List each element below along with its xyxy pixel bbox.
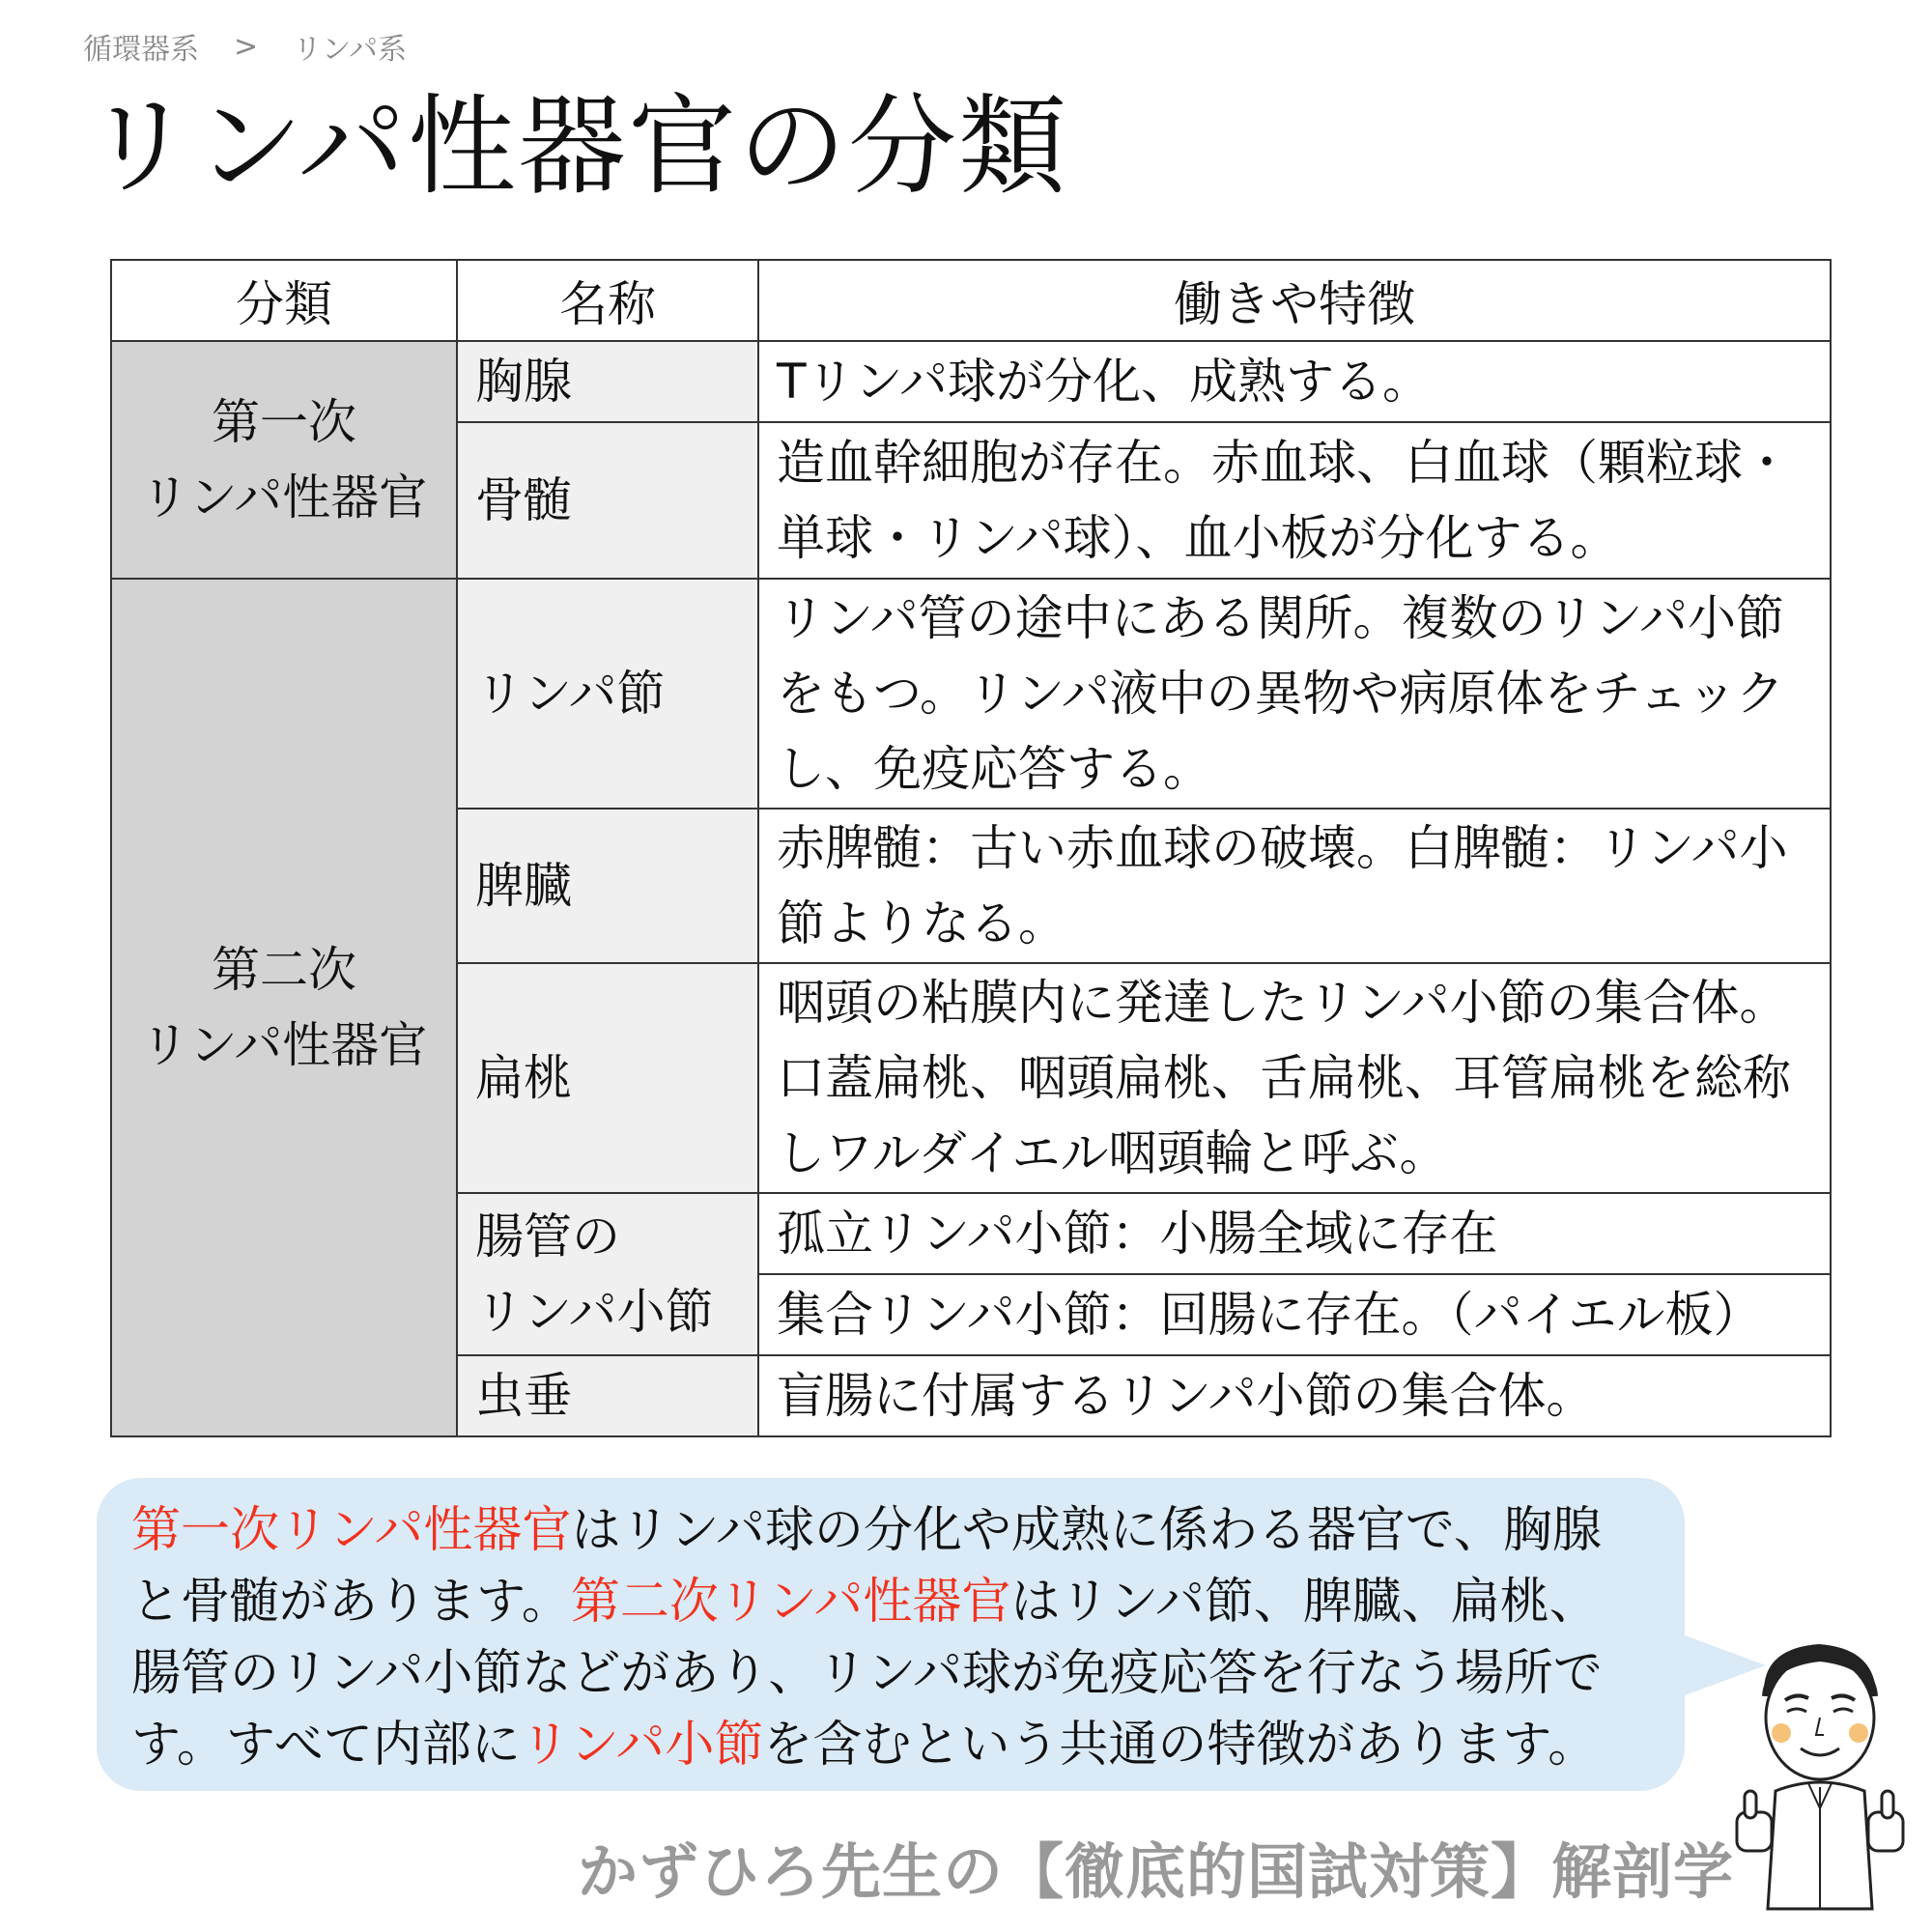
category-label: リンパ性器官 <box>140 1017 428 1073</box>
category-secondary <box>111 579 457 1436</box>
organ-name-text: 扁桃 <box>475 1050 572 1106</box>
category-label: リンパ性器官 <box>140 469 428 526</box>
note-text: 腸管のリンパ小節などがあり、リンパ球が免疫応答を行なう場所で <box>131 1645 1603 1702</box>
organ-name <box>457 579 758 809</box>
column-header-name: 名称 <box>457 260 758 341</box>
organ-name-text: リンパ節 <box>475 666 666 722</box>
summary-note <box>131 1495 1662 1781</box>
highlight-term: 第二次リンパ性器官 <box>570 1574 1011 1631</box>
description-line: 咽頭の粘膜内に発達したリンパ小節の集合体。 <box>777 975 1788 1031</box>
description-line: 造血幹細胞が存在。赤血球、白血球（顆粒球・ <box>777 435 1791 491</box>
note-text: はリンパ節、脾臓、扁桃、 <box>1010 1574 1599 1631</box>
description-line: 赤脾髄：古い赤血球の破壊。白脾髄：リンパ小 <box>777 820 1788 876</box>
column-header-category: 分類 <box>111 260 457 341</box>
breadcrumb-parent[interactable]: 循環器系 <box>83 33 199 67</box>
organ-name-text: 骨髄 <box>475 472 572 528</box>
description-line: 単球・リンパ球）、血小板が分化する。 <box>777 510 1619 566</box>
organ-description <box>758 809 1831 963</box>
description-line: 節よりなる。 <box>777 895 1066 952</box>
table-header-row <box>111 260 1831 341</box>
highlight-term: リンパ小節 <box>520 1717 764 1774</box>
note-line <box>131 1638 1662 1710</box>
organ-name-text: リンパ小節 <box>475 1284 714 1340</box>
organ-name-text: 脾臓 <box>475 858 572 914</box>
organ-description <box>758 1274 1831 1355</box>
breadcrumb-current[interactable]: リンパ系 <box>293 33 408 67</box>
description-line: 盲腸に付属するリンパ小節の集合体。 <box>777 1368 1595 1424</box>
organ-name-text: 虫垂 <box>475 1368 572 1424</box>
breadcrumb-separator: > <box>234 29 259 64</box>
organ-description <box>758 579 1831 809</box>
note-line <box>131 1710 1662 1781</box>
organ-description <box>758 1193 1831 1274</box>
description-line: リンパ管の途中にある関所。複数のリンパ小節 <box>777 590 1784 646</box>
note-text: を含むという共通の特徴があります。 <box>763 1717 1598 1774</box>
table-row <box>111 341 1831 422</box>
note-text: はリンパ球の分化や成熟に係わる器官で、胸腺 <box>571 1502 1602 1559</box>
highlight-term: 第一次リンパ性器官 <box>131 1502 572 1559</box>
lymphoid-organ-table <box>110 259 1832 1437</box>
description-line: 孤立リンパ小節：小腸全域に存在 <box>777 1206 1498 1262</box>
organ-name-text: 腸管の <box>475 1208 620 1264</box>
note-line <box>131 1567 1662 1638</box>
category-label: 第一次 <box>212 394 356 450</box>
organ-description <box>758 341 1831 422</box>
category-label: 第二次 <box>212 942 356 998</box>
breadcrumb <box>83 25 407 68</box>
organ-name <box>457 422 758 579</box>
description-line: 口蓋扁桃、咽頭扁桃、舌扁桃、耳管扁桃を総称 <box>777 1050 1791 1106</box>
description-line: し、免疫応答する。 <box>777 741 1211 797</box>
organ-name <box>457 1193 758 1355</box>
organ-description <box>758 1355 1831 1436</box>
description-line: しワルダイエル咽頭輪と呼ぶ。 <box>777 1125 1448 1181</box>
category-primary <box>111 341 457 579</box>
footer-title: かずひろ先生の【徹底的国試対策】解剖学 <box>578 1836 1735 1907</box>
speech-bubble <box>97 1478 1685 1791</box>
description-line: をもつ。リンパ液中の異物や病原体をチェック <box>777 666 1784 722</box>
teacher-mascot-icon <box>1727 1629 1911 1918</box>
description-line: Tリンパ球が分化、成熟する。 <box>777 354 1432 410</box>
organ-name <box>457 963 758 1193</box>
note-line <box>131 1495 1662 1567</box>
note-text: と骨髄があります。 <box>131 1574 571 1631</box>
organ-name <box>457 341 758 422</box>
page-title: リンパ性器官の分類 <box>85 84 1069 210</box>
organ-name <box>457 809 758 963</box>
organ-name-text: 胸腺 <box>475 354 572 410</box>
organ-description <box>758 422 1831 579</box>
column-header-function: 働きや特徴 <box>758 260 1831 341</box>
table-row <box>111 579 1831 809</box>
note-text: す。すべて内部に <box>131 1717 521 1774</box>
organ-name <box>457 1355 758 1436</box>
description-line: 集合リンパ小節：回腸に存在。（パイエル板） <box>777 1287 1762 1343</box>
organ-description <box>758 963 1831 1193</box>
